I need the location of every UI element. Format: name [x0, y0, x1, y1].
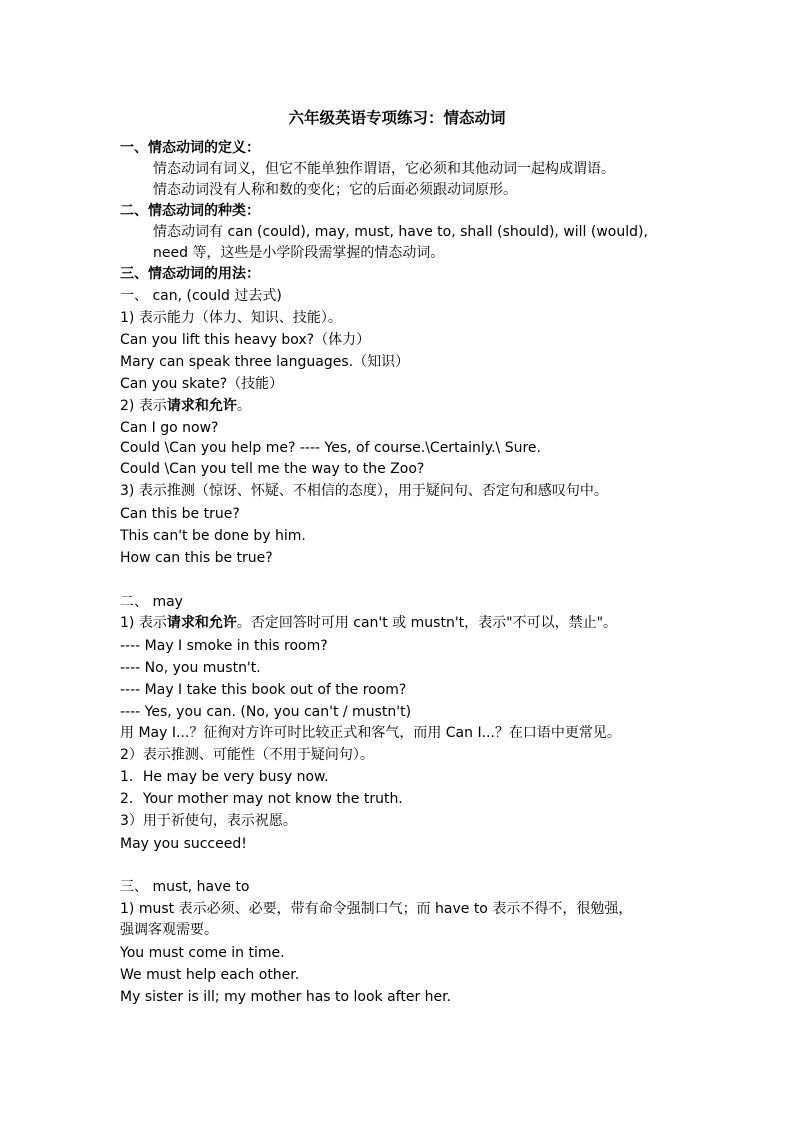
section-heading-types: 二、情态动词的种类： — [120, 203, 260, 219]
usage-point — [120, 613, 617, 633]
example-sentence: 2．Your mother may not know the truth. — [120, 791, 403, 807]
example-sentence: ---- May I smoke in this room? — [120, 638, 328, 654]
subsection-heading-may: 二、 may — [120, 594, 183, 610]
paragraph: 情态动词有 can (could), may, must, have to, shall (should), will (would), — [153, 224, 648, 240]
example-sentence: Mary can speak three languages.（知识） — [120, 354, 410, 370]
usage-note: 用 May I...？征徇对方许可时比较正式和客气，而用 Can I...？在口语中更常见。 — [120, 725, 621, 741]
bold-text: 请求和允许 — [166, 398, 237, 414]
example-sentence: You must come in time. — [120, 945, 285, 961]
example-sentence: 1．He may be very busy now. — [120, 769, 329, 785]
example-sentence: Can you lift this heavy box?（体力） — [120, 332, 371, 348]
paragraph: need 等，这些是小学阶段需掌握的情态动词。 — [153, 245, 445, 261]
example-sentence: Can this be true? — [120, 506, 240, 522]
text: 1) 表示 — [120, 615, 167, 631]
section-heading-definition: 一、情态动词的定义： — [120, 140, 260, 156]
usage-point: 1) must 表示必须、必要，带有命令强制口气；而 have to 表示不得不，很勉强， — [120, 901, 633, 917]
text: 。 — [236, 398, 251, 414]
subsection-heading-can: 一、 can, (could 过去式) — [120, 288, 282, 304]
example-sentence: This can't be done by him. — [120, 528, 306, 544]
subsection-heading-must: 三、 must, have to — [120, 879, 250, 895]
section-heading-usage: 三、情态动词的用法： — [120, 266, 260, 282]
example-sentence: Could \Can you tell me the way to the Zoo? — [120, 461, 425, 477]
usage-point — [120, 396, 251, 416]
paragraph: 情态动词没有人称和数的变化；它的后面必须跟动词原形。 — [153, 182, 517, 198]
usage-point: 2）表示推测、可能性（不用于疑问句）。 — [120, 747, 374, 763]
example-sentence: ---- Yes, you can. (No, you can't / mustn't) — [120, 704, 412, 720]
page-title: 六年级英语专项练习：情态动词 — [288, 109, 506, 127]
example-sentence: My sister is ill; my mother has to look after her. — [120, 989, 452, 1005]
example-sentence: How can this be true? — [120, 550, 273, 566]
example-sentence: Can you skate?（技能） — [120, 376, 284, 392]
example-sentence: Can I go now? — [120, 420, 219, 436]
paragraph: 情态动词有词义，但它不能单独作谓语，它必须和其他动词一起构成谓语。 — [153, 161, 615, 177]
usage-point: 1) 表示能力（体力、知识、技能）。 — [120, 310, 342, 326]
example-sentence: May you succeed! — [120, 836, 247, 852]
bold-text: 请求和允许 — [166, 615, 237, 631]
text: 2) 表示 — [120, 398, 167, 414]
usage-point: 3）用于祈使句，表示祝愿。 — [120, 813, 297, 829]
text: 。否定回答时可用 can't 或 mustn't，表示"不可以，禁止"。 — [236, 615, 618, 631]
usage-point: 3) 表示推测（惊讶、怀疑、不相信的态度），用于疑问句、否定句和感叹句中。 — [120, 483, 608, 499]
example-sentence: Could \Can you help me? ---- Yes, of course.\Certainly.\ Sure. — [120, 440, 541, 456]
example-sentence: ---- May I take this book out of the room? — [120, 682, 407, 698]
example-sentence: We must help each other. — [120, 967, 300, 983]
usage-point: 强调客观需要。 — [120, 922, 218, 938]
example-sentence: ---- No, you mustn't. — [120, 660, 261, 676]
